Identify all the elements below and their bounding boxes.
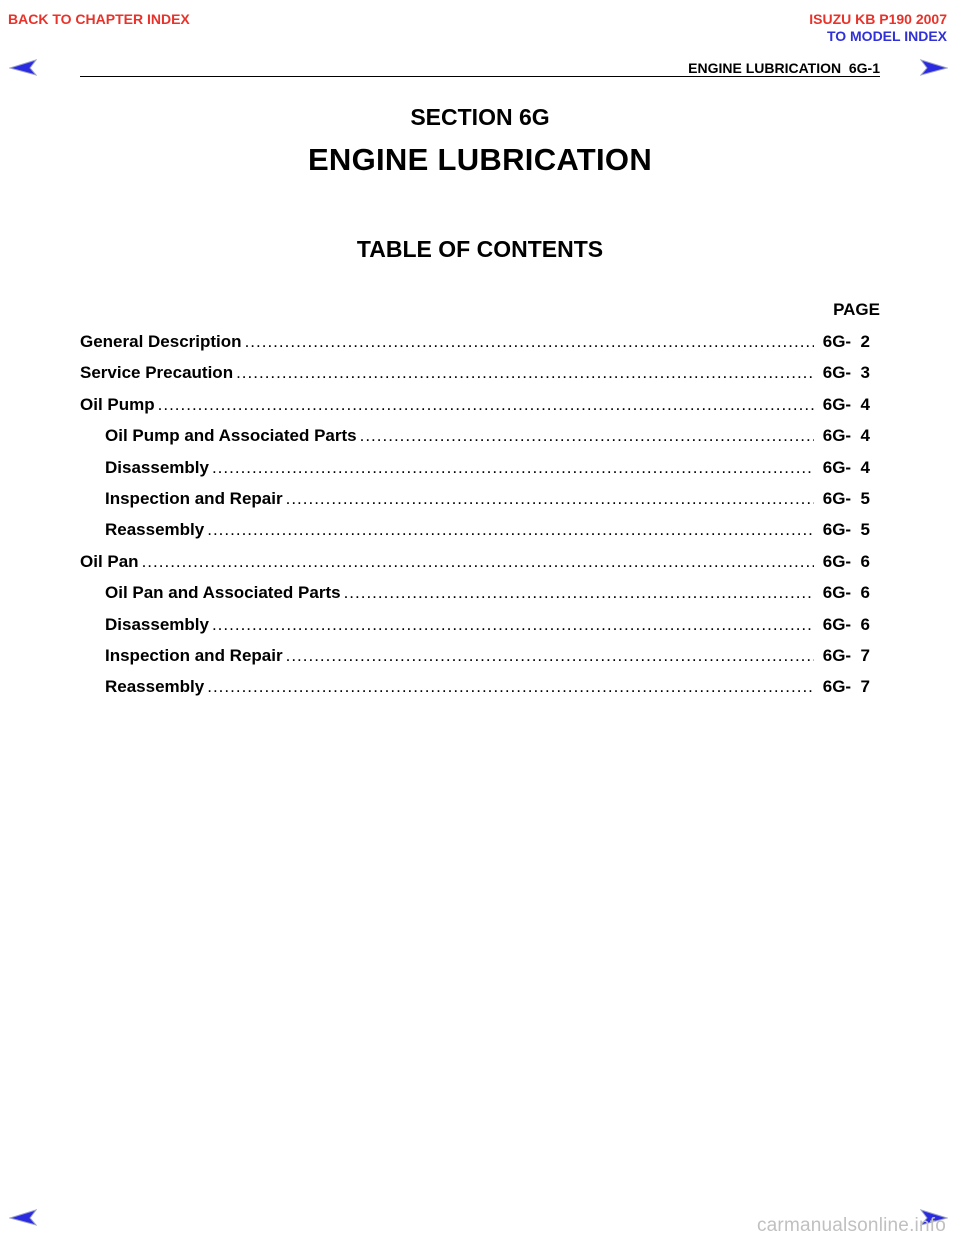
toc-entry-oil-pump[interactable] xyxy=(80,395,870,426)
left-arrow-icon[interactable] xyxy=(9,1208,37,1226)
dot-leader xyxy=(344,583,814,603)
toc-entry-page: 6G- 6 xyxy=(822,614,870,634)
toc-entry-label: Oil Pump xyxy=(80,394,155,414)
watermark-text: carmanualsonline.info xyxy=(756,1215,946,1236)
to-model-index-link[interactable]: TO MODEL INDEX xyxy=(826,28,947,44)
dot-leader xyxy=(245,332,814,352)
toc-entry-oil-pump-reassembly[interactable] xyxy=(80,520,870,551)
dot-leader xyxy=(158,395,814,415)
toc-entry-page: 6G- 4 xyxy=(822,426,870,446)
running-header-title: ENGINE LUBRICATION 6G-1 xyxy=(688,60,880,76)
toc-entry-page: 6G- 4 xyxy=(822,394,870,414)
dot-leader xyxy=(142,552,814,572)
header-rule xyxy=(80,76,880,77)
toc-entry-oil-pan-reassembly[interactable] xyxy=(80,677,870,708)
toc-entry-label: Inspection and Repair xyxy=(105,488,283,508)
toc-heading: TABLE OF CONTENTS xyxy=(356,236,604,262)
dot-leader xyxy=(212,615,814,635)
toc-entry-page: 6G- 5 xyxy=(822,488,870,508)
toc-entry-page: 6G- 6 xyxy=(822,583,870,603)
document-title: ENGINE LUBRICATION xyxy=(307,142,653,177)
dot-leader xyxy=(286,646,814,666)
toc-entry-label: Oil Pump and Associated Parts xyxy=(105,426,357,446)
toc-entry-page: 6G- 6 xyxy=(822,551,870,571)
toc-entry-general-description[interactable] xyxy=(80,332,870,363)
toc-entry-label: General Description xyxy=(80,332,242,351)
dot-leader xyxy=(286,489,814,509)
toc-entry-oil-pan-associated-parts[interactable] xyxy=(80,583,870,614)
toc-entry-label: Oil Pan xyxy=(80,551,139,571)
toc-entry-oil-pump-disassembly[interactable] xyxy=(80,458,870,489)
dot-leader xyxy=(360,426,814,446)
right-arrow-icon[interactable] xyxy=(920,58,948,76)
toc-entry-page: 6G- 2 xyxy=(822,332,870,351)
toc-entry-service-precaution[interactable] xyxy=(80,363,870,394)
section-title: SECTION 6G xyxy=(410,104,550,130)
table-of-contents xyxy=(80,332,870,709)
dot-leader xyxy=(236,363,814,383)
toc-entry-oil-pan-inspection-repair[interactable] xyxy=(80,646,870,677)
toc-entry-page: 6G- 5 xyxy=(822,520,870,540)
model-index-link[interactable] xyxy=(809,11,947,45)
toc-entry-oil-pump-associated-parts[interactable] xyxy=(80,426,870,457)
dot-leader xyxy=(207,677,814,697)
toc-entry-page: 6G- 4 xyxy=(822,457,870,477)
toc-entry-label: Inspection and Repair xyxy=(105,645,283,665)
page-column-label: PAGE xyxy=(833,300,880,319)
toc-entry-label: Reassembly xyxy=(105,677,205,697)
dot-leader xyxy=(212,458,814,478)
toc-entry-page: 6G- 3 xyxy=(822,363,870,383)
toc-entry-label: Disassembly xyxy=(105,614,209,634)
toc-entry-label: Oil Pan and Associated Parts xyxy=(105,583,341,603)
toc-entry-page: 6G- 7 xyxy=(822,645,870,665)
toc-entry-label: Reassembly xyxy=(105,520,205,540)
toc-entry-oil-pan[interactable] xyxy=(80,552,870,583)
dot-leader xyxy=(207,520,814,540)
toc-entry-label: Disassembly xyxy=(105,457,209,477)
toc-entry-oil-pump-inspection-repair[interactable] xyxy=(80,489,870,520)
model-name: ISUZU KB P190 2007 xyxy=(809,11,947,27)
toc-entry-oil-pan-disassembly[interactable] xyxy=(80,615,870,646)
left-arrow-icon[interactable] xyxy=(9,58,37,76)
toc-entry-page: 6G- 7 xyxy=(822,677,870,697)
back-to-chapter-index-link[interactable]: BACK TO CHAPTER INDEX xyxy=(8,11,190,27)
toc-entry-label: Service Precaution xyxy=(80,363,234,383)
